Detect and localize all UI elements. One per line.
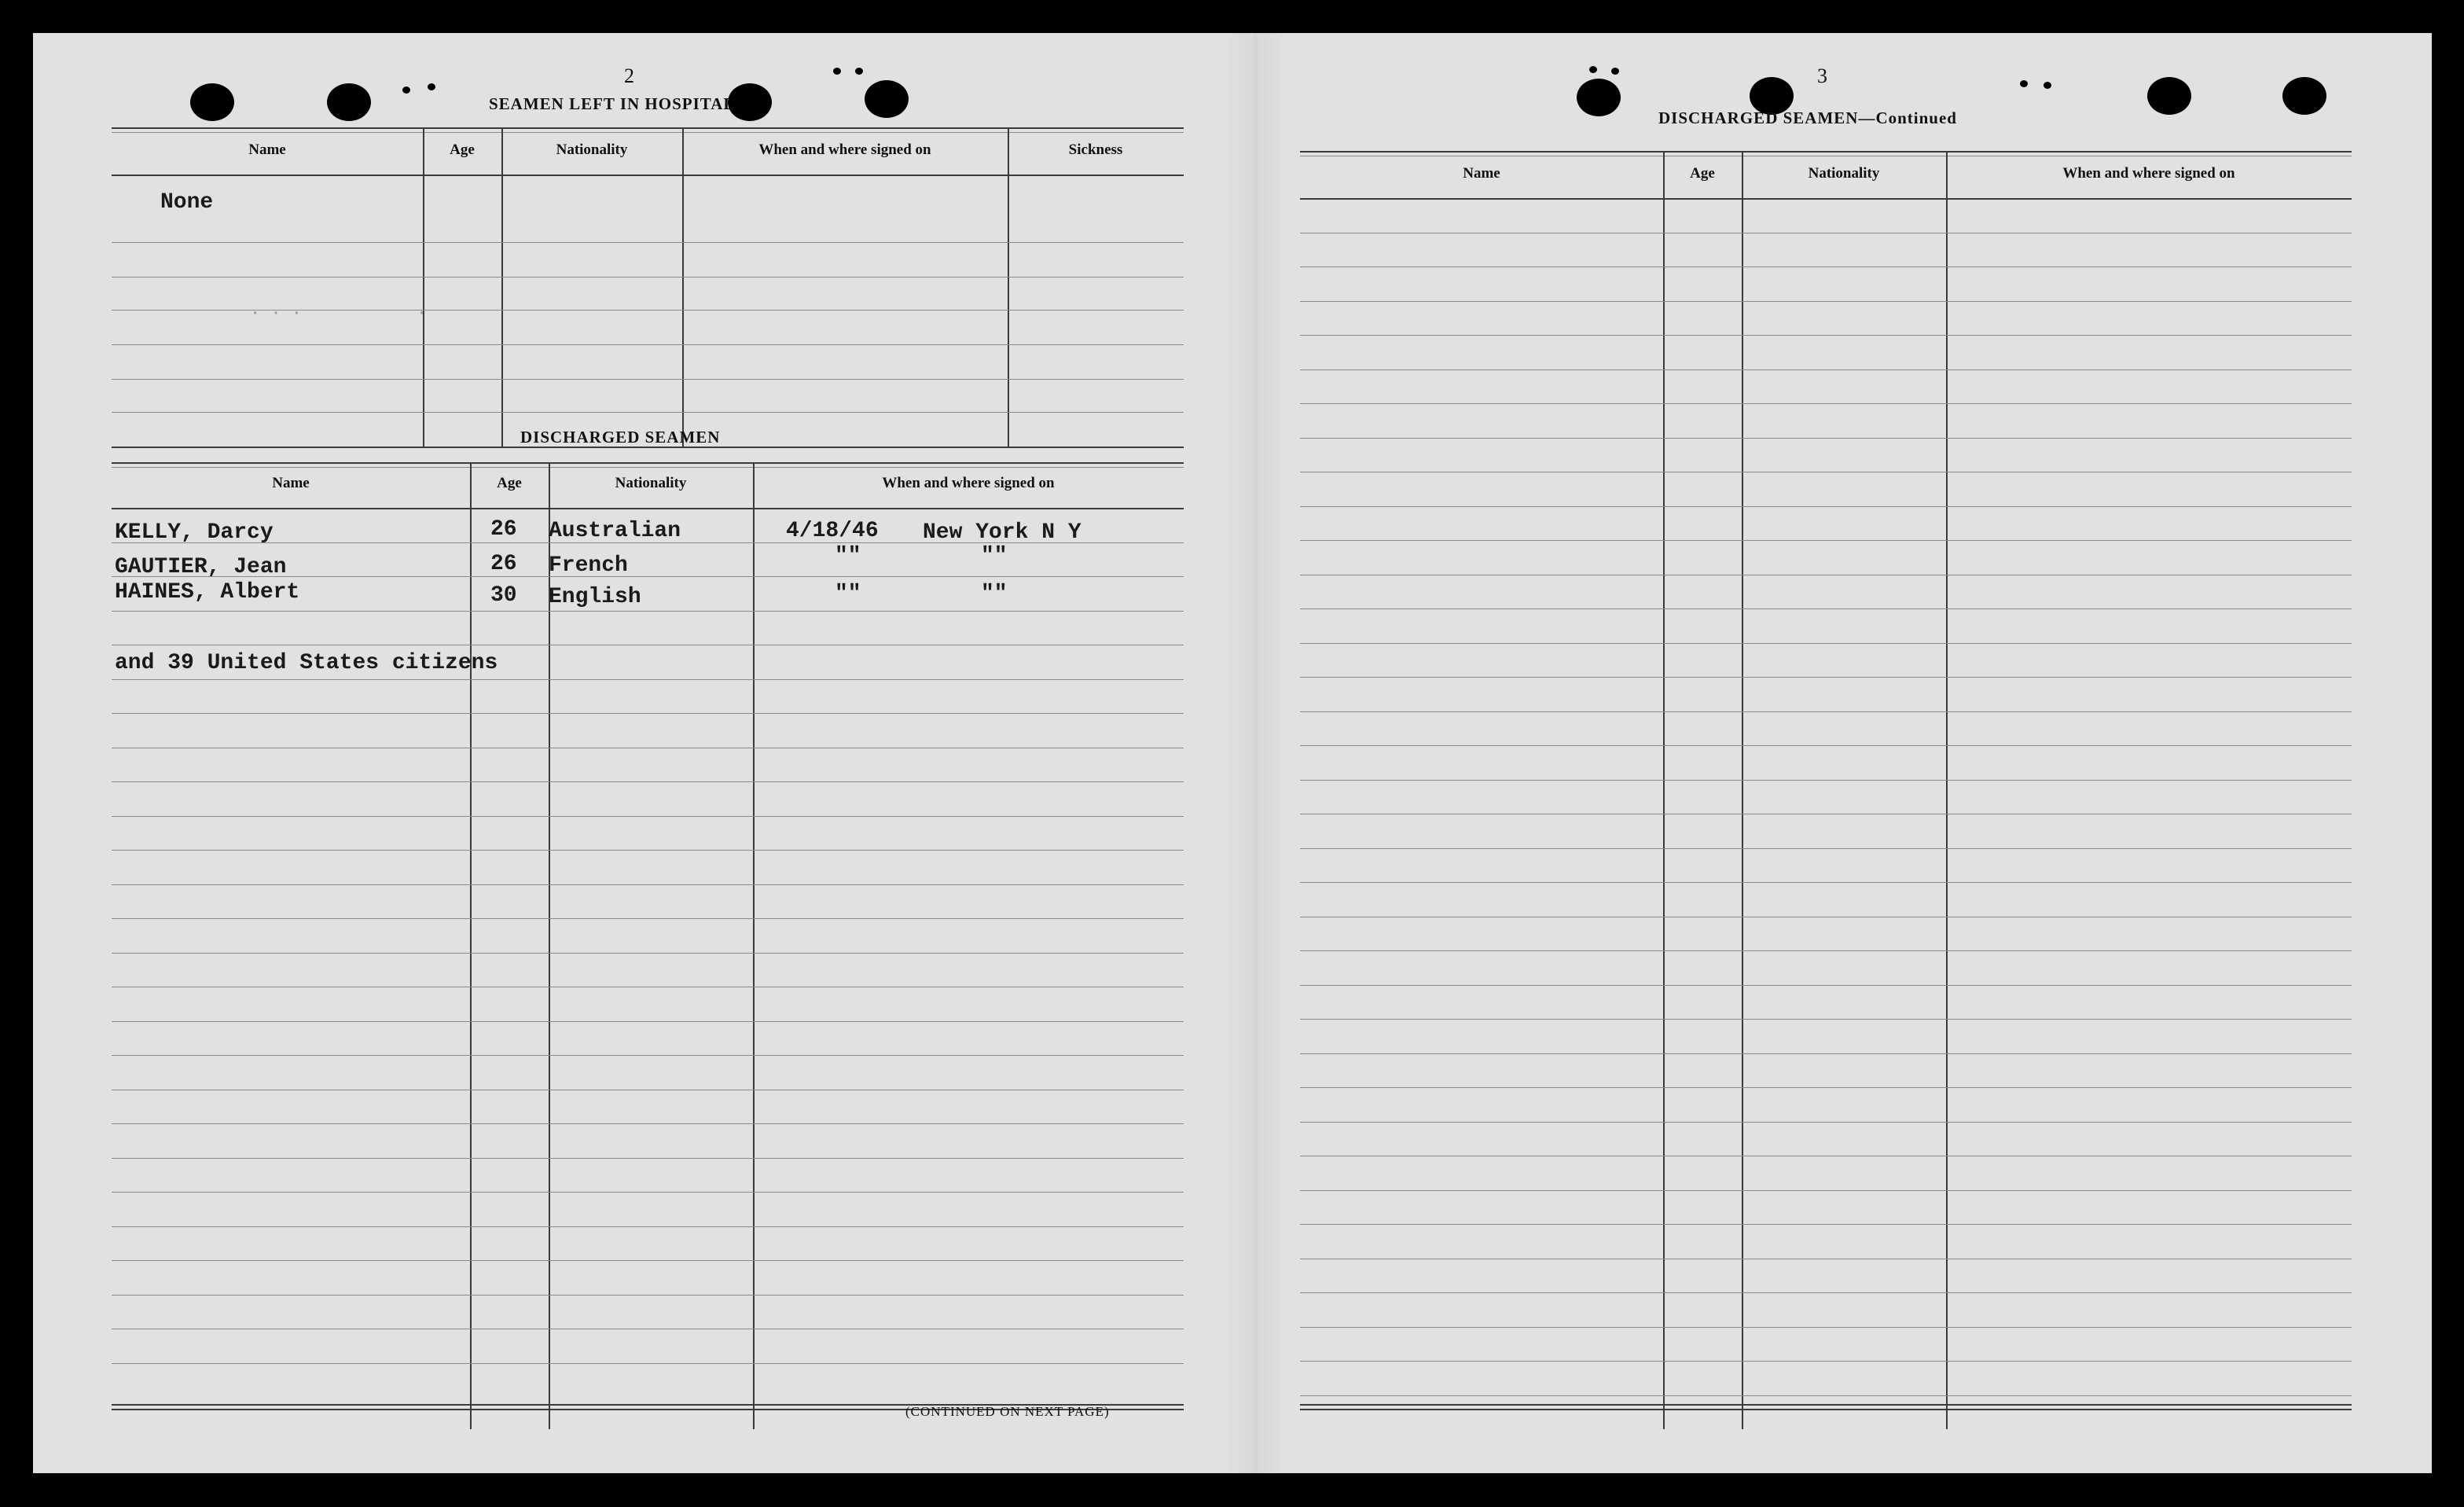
seaman-name: HAINES, Albert <box>115 580 300 605</box>
punch-hole <box>2147 77 2191 115</box>
row-line <box>1300 1087 2352 1088</box>
row-line <box>1300 1122 2352 1123</box>
punch-hole <box>2282 77 2326 115</box>
signed-on-place: "" <box>981 544 1008 568</box>
continued-col-signed-on: When and where signed on <box>2062 165 2235 182</box>
row-line <box>112 781 1184 782</box>
row-line <box>1300 506 2352 507</box>
row-line <box>112 1021 1184 1022</box>
signed-on-date: "" <box>835 582 861 606</box>
row-line <box>112 1363 1184 1364</box>
row-line <box>1300 882 2352 883</box>
row-line <box>1300 1327 2352 1328</box>
continued-col-nationality: Nationality <box>1808 165 1880 182</box>
row-line <box>112 713 1184 714</box>
ink-speck <box>855 68 863 75</box>
row-line <box>112 1158 1184 1159</box>
column-divider <box>753 462 755 1429</box>
row-line <box>1300 848 2352 849</box>
ink-speck <box>402 86 410 94</box>
discharged-col-nationality: Nationality <box>615 475 687 491</box>
row-line <box>112 412 1184 413</box>
bleed-through-mark: · · · <box>250 303 303 323</box>
discharged-col-signed-on: When and where signed on <box>882 475 1055 491</box>
row-line <box>112 953 1184 954</box>
continued-col-age: Age <box>1690 165 1715 182</box>
ink-speck <box>833 68 841 75</box>
row-line <box>1300 438 2352 439</box>
rule <box>112 127 1184 129</box>
hospital-col-name: Name <box>248 142 286 158</box>
column-divider <box>1663 151 1665 1429</box>
punch-hole <box>327 83 371 121</box>
row-line <box>1300 1409 2352 1410</box>
row-line <box>1300 1292 2352 1293</box>
rule <box>1300 151 2352 153</box>
ink-speck <box>428 83 435 90</box>
row-line <box>1300 540 2352 541</box>
row-line <box>112 1260 1184 1261</box>
column-divider <box>1946 151 1948 1429</box>
seaman-name: KELLY, Darcy <box>115 520 274 545</box>
seaman-nationality: French <box>549 553 628 578</box>
row-line <box>1300 198 2352 200</box>
ink-speck <box>1611 68 1619 75</box>
seaman-nationality: English <box>549 585 641 609</box>
row-line <box>1300 780 2352 781</box>
continued-footer: (CONTINUED ON NEXT PAGE) <box>905 1404 1110 1419</box>
row-line <box>112 1192 1184 1193</box>
rule <box>112 462 1184 464</box>
row-line <box>1300 1404 2352 1406</box>
row-line <box>1300 1053 2352 1054</box>
row-line <box>1300 1190 2352 1191</box>
row-line <box>1300 643 2352 644</box>
row-line <box>1300 711 2352 712</box>
discharged-continued-title: DISCHARGED SEAMEN—Continued <box>1658 108 1957 127</box>
page-number: 2 <box>624 64 634 87</box>
discharged-col-name: Name <box>272 475 310 491</box>
row-line <box>1300 301 2352 302</box>
column-divider <box>1742 151 1743 1429</box>
row-line <box>112 344 1184 345</box>
row-line <box>112 175 1184 176</box>
row-line <box>112 1055 1184 1056</box>
row-line <box>1300 335 2352 336</box>
row-line <box>112 277 1184 278</box>
seaman-age: 26 <box>490 517 517 542</box>
signed-on-date: 4/18/46 <box>786 519 879 543</box>
row-line <box>1300 608 2352 609</box>
row-line <box>112 379 1184 380</box>
row-line <box>1300 1395 2352 1396</box>
row-line <box>112 1226 1184 1227</box>
row-line <box>1300 745 2352 746</box>
row-line <box>112 884 1184 885</box>
row-line <box>112 850 1184 851</box>
punch-hole <box>190 83 234 121</box>
row-line <box>112 1123 1184 1124</box>
hospital-col-sickness: Sickness <box>1068 142 1123 158</box>
row-line <box>1300 985 2352 986</box>
row-line <box>1300 369 2352 370</box>
ink-speck <box>2044 82 2051 89</box>
seaman-name: GAUTIER, Jean <box>115 555 287 579</box>
row-line <box>1300 950 2352 951</box>
bleed-through-mark: · <box>417 303 428 323</box>
row-line <box>1300 1224 2352 1225</box>
hospital-col-nationality: Nationality <box>556 142 628 158</box>
discharged-section-title: DISCHARGED SEAMEN <box>520 428 721 447</box>
continued-col-name: Name <box>1463 165 1500 182</box>
row-line <box>112 816 1184 817</box>
hospital-col-signed-on: When and where signed on <box>758 142 931 158</box>
seaman-age: 26 <box>490 552 517 576</box>
row-line <box>1300 403 2352 404</box>
signed-on-place: New York N Y <box>923 520 1081 545</box>
ink-speck <box>1589 66 1597 73</box>
row-line <box>112 918 1184 919</box>
row-line <box>112 679 1184 680</box>
row-line <box>1300 1361 2352 1362</box>
hospital-col-age: Age <box>450 142 475 158</box>
column-divider <box>470 462 472 1429</box>
punch-hole <box>1577 79 1621 116</box>
punch-hole <box>865 80 909 118</box>
document-sheet <box>33 33 2432 1473</box>
ink-speck <box>2020 80 2028 87</box>
citizens-note: and 39 United States citizens <box>115 651 498 675</box>
discharged-col-age: Age <box>497 475 522 491</box>
seaman-nationality: Australian <box>549 519 681 543</box>
row-line <box>112 242 1184 243</box>
hospital-entry: None <box>160 190 214 215</box>
rule <box>112 467 1184 468</box>
page-number: 3 <box>1817 64 1827 87</box>
rule <box>112 132 1184 133</box>
row-line <box>112 508 1184 509</box>
signed-on-place: "" <box>981 582 1008 606</box>
row-line <box>112 611 1184 612</box>
row-line <box>1300 1019 2352 1020</box>
hospital-section-title: SEAMEN LEFT IN HOSPITAL <box>489 94 736 113</box>
row-line <box>1300 266 2352 267</box>
page-fold <box>1224 33 1287 1473</box>
row-line <box>112 1295 1184 1296</box>
row-line <box>1300 677 2352 678</box>
seaman-age: 30 <box>490 583 517 608</box>
signed-on-date: "" <box>835 544 861 568</box>
